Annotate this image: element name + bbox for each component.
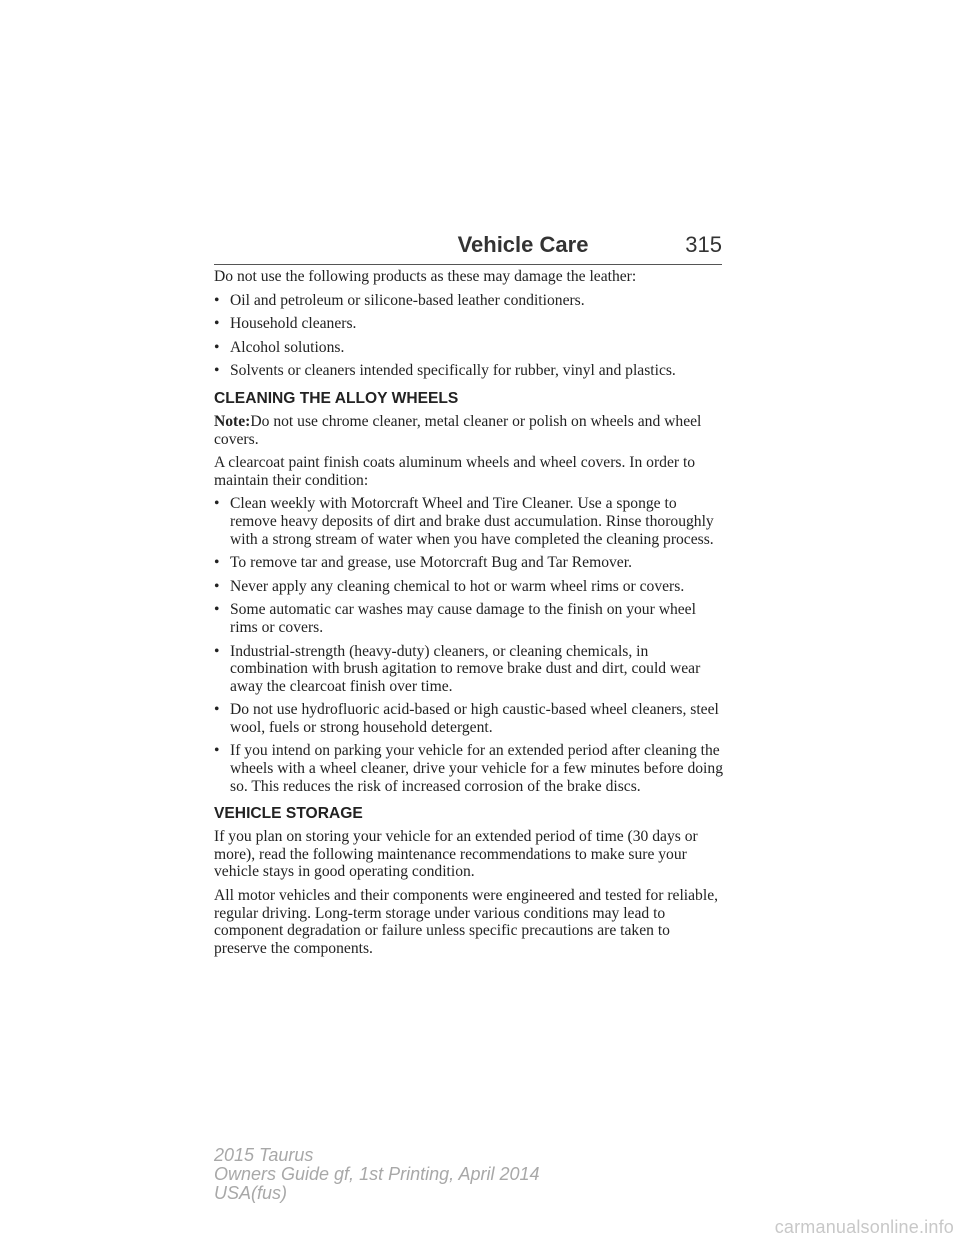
vehicle-storage-heading: VEHICLE STORAGE (214, 805, 363, 823)
page-number: 315 (685, 232, 722, 257)
list-item: • Solvents or cleaners intended specifically for rubber, vinyl and plastics. (214, 362, 676, 380)
bullet-icon: • (214, 338, 220, 356)
list-item: • Alcohol solutions. (214, 338, 345, 356)
bullet-icon: • (214, 642, 220, 660)
note-label: Note: (214, 412, 251, 430)
footer-model: 2015 Taurus (214, 1145, 314, 1165)
bullet-icon: • (214, 742, 220, 760)
alloy-list (214, 495, 724, 795)
storage-paragraph: All motor vehicles and their components were engineered and tested for reliable, regular driving. Long-term storage under various conditions may lead to component degradation or failure unless specific precautions are taken to preserve the components. (214, 887, 719, 957)
alloy-intro: A clearcoat paint finish coats aluminum wheels and wheel covers. In order to maintain their condition: (214, 454, 696, 489)
leather-intro: Do not use the following products as these may damage the leather: (214, 268, 637, 285)
bullet-icon: • (214, 601, 220, 619)
page-content (214, 268, 724, 963)
list-item: • Never apply any cleaning chemical to hot or warm wheel rims or covers. (214, 577, 685, 595)
bullet-icon: • (214, 554, 220, 572)
list-item: • Oil and petroleum or silicone-based leather conditioners. (214, 291, 585, 309)
alloy-note (214, 413, 724, 448)
footer-region-line (214, 1184, 540, 1203)
footer-market: (fus) (251, 1183, 288, 1203)
leather-list (214, 292, 724, 380)
list-item: • Do not use hydrofluoric acid-based or high caustic-based wheel cleaners, steel wool, fuels or strong household detergent. (214, 701, 719, 736)
footer-region: USA (214, 1183, 252, 1203)
list-item: • Clean weekly with Motorcraft Wheel and Tire Cleaner. Use a sponge to remove heavy deposits of dirt and brake dust accumulation. Rinse thoroughly with a strong stream of water when you have completed the cleaning process. (214, 495, 714, 548)
page-header (214, 230, 722, 265)
note-text: Do not use chrome cleaner, metal cleaner or polish on wheels and wheel covers. (214, 412, 702, 448)
bullet-icon: • (214, 495, 220, 513)
bullet-icon: • (214, 701, 220, 719)
bullet-icon: • (214, 315, 220, 333)
footer-printing: Owners Guide gf, 1st Printing, April 2014 (214, 1164, 540, 1184)
list-item: • Household cleaners. (214, 315, 357, 333)
section-title: Vehicle Care (457, 232, 589, 257)
page-footer (214, 1146, 540, 1203)
list-item: • Some automatic car washes may cause damage to the finish on your wheel rims or covers. (214, 601, 696, 636)
storage-paragraph: If you plan on storing your vehicle for an extended period of time (30 days or more), read the following maintenance recommendations to make sure your vehicle stays in good operating condition. (214, 828, 698, 881)
bullet-icon: • (214, 291, 220, 309)
watermark: carmanualsonline.info (774, 1217, 954, 1237)
list-item: • To remove tar and grease, use Motorcraft Bug and Tar Remover. (214, 554, 632, 572)
list-item: • If you intend on parking your vehicle for an extended period after cleaning the wheels with a wheel cleaner, drive your vehicle for a few minutes before doing so. This reduces the risk of increased corrosion of the brake discs. (214, 742, 723, 795)
bullet-icon: • (214, 577, 220, 595)
alloy-wheels-heading: CLEANING THE ALLOY WHEELS (214, 389, 459, 407)
list-item: • Industrial-strength (heavy-duty) cleaners, or cleaning chemicals, in combination with brush agitation to remove brake dust and dirt, could wear away the clearcoat finish over time. (214, 642, 701, 695)
bullet-icon: • (214, 362, 220, 380)
